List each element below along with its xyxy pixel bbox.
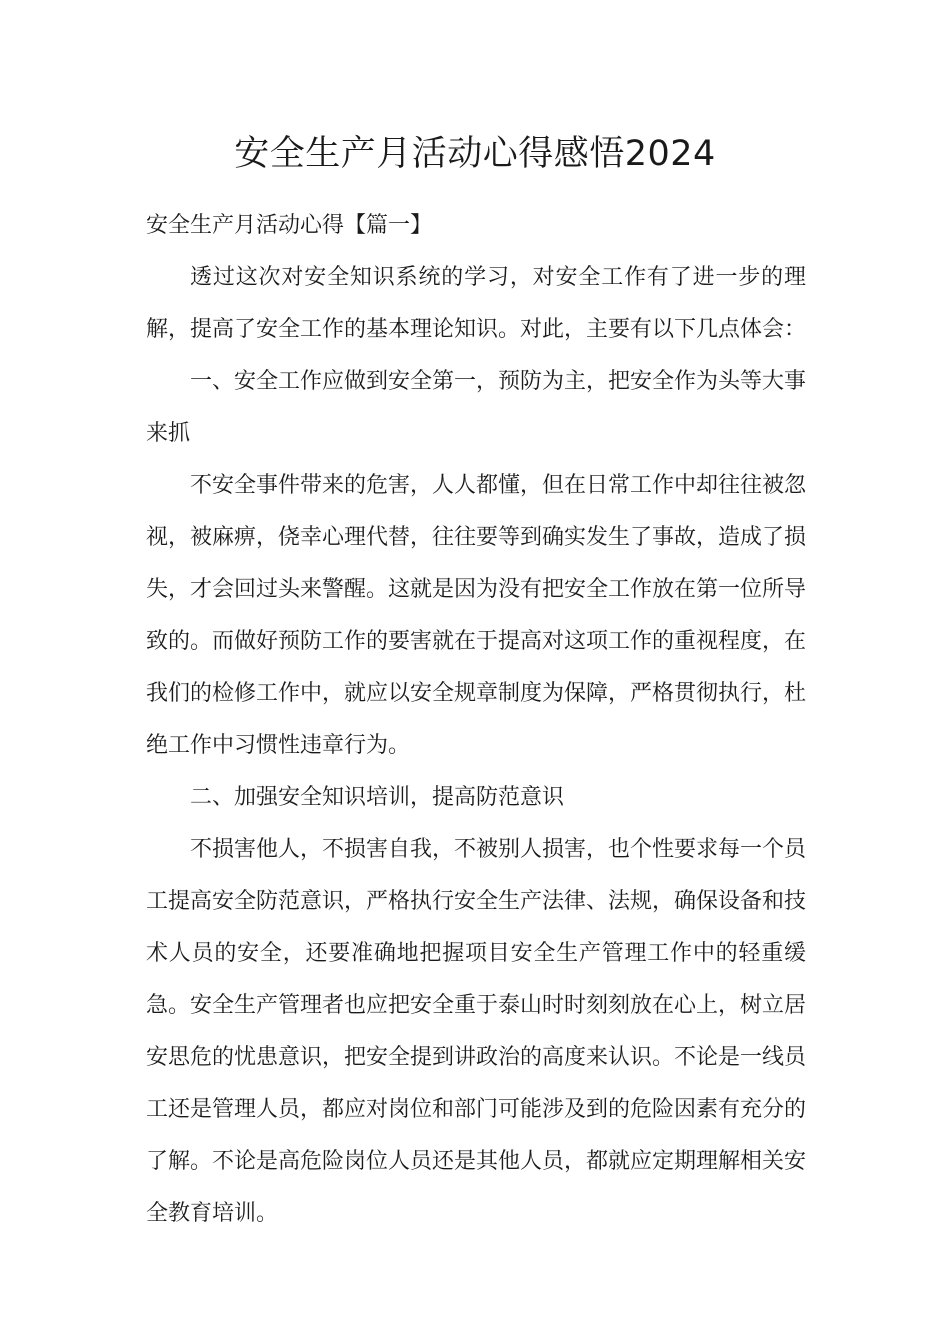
paragraph-point-two-body: 不损害他人，不损害自我，不被别人损害，也个性要求每一个员工提高安全防范意识，严格执行安全生产法律、法规，确保设备和技术人员的安全，还要准确地把握项目安全生产管理工作中的轻重缓急。安全生产管理者也应把安全重于泰山时时刻刻放在心上，树立居安思危的忧患意识，把安全提到讲政治的高度来认识。不论是一线员工还是管理人员，都应对岗位和部门可能涉及到的危险因素有充分的了解。不论是高危险岗位人员还是其他人员，都就应定期理解相关安全教育培训。 xyxy=(146,837,807,1226)
paragraph-point-one-body: 不安全事件带来的危害，人人都懂，但在日常工作中却往往被忽视，被麻痹，侥幸心理代替，往往要等到确实发生了事故，造成了损失，才会回过头来警醒。这就是因为没有把安全工作放在第一位所导致的。而做好预防工作的要害就在于提高对这项工作的重视程度，在我们的检修工作中，就应以安全规章制度为保障，严格贯彻执行，杜绝工作中习惯性违章行为。 xyxy=(146,473,807,758)
document-body xyxy=(146,200,806,1240)
paragraph-intro: 透过这次对安全知识系统的学习，对安全工作有了进一步的理解，提高了安全工作的基本理论知识。对此，主要有以下几点体会： xyxy=(146,265,807,342)
document-title: 安全生产月活动心得感悟2024 xyxy=(234,134,716,174)
paragraph-point-two-heading: 二、加强安全知识培训，提高防范意识 xyxy=(190,785,565,810)
paragraph-point-one-heading: 一、安全工作应做到安全第一，预防为主，把安全作为头等大事来抓 xyxy=(146,369,807,446)
section-heading: 安全生产月活动心得【篇一】 xyxy=(146,213,433,238)
